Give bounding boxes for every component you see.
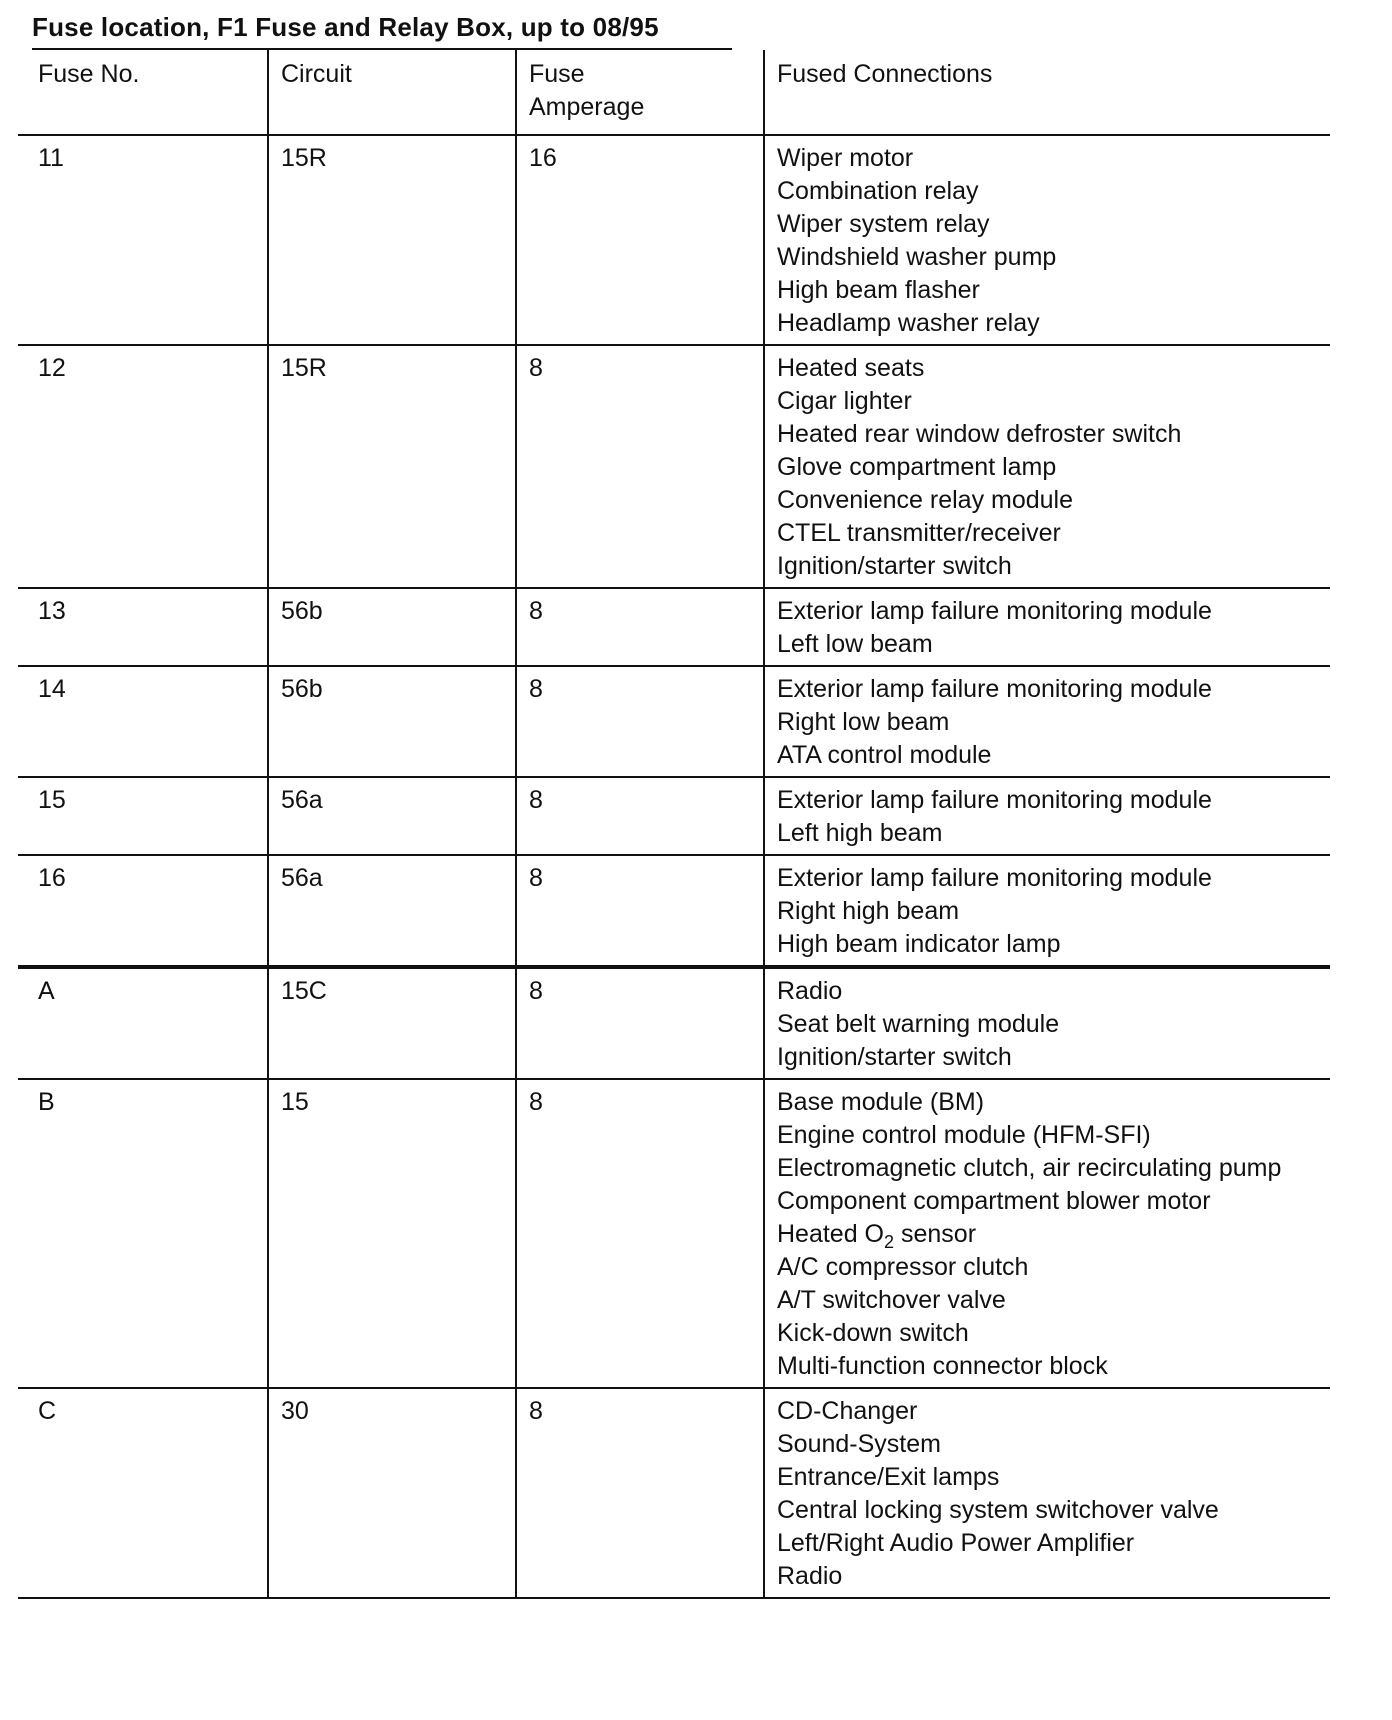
page-title: Fuse location, F1 Fuse and Relay Box, up to 08/95 <box>32 12 659 42</box>
circuit-cell-value: 56b <box>281 597 323 625</box>
fused-connection-item: Engine control module (HFM-SFI) <box>777 1121 1151 1149</box>
fused-connection-item: High beam flasher <box>777 276 980 304</box>
fused-connection-item: Cigar lighter <box>777 387 912 415</box>
circuit-cell-value: 56b <box>281 675 323 703</box>
fused-connection-item: Base module (BM) <box>777 1088 985 1116</box>
fused-connection-item: Heated seats <box>777 354 925 382</box>
fused-connection-item: Exterior lamp failure monitoring module <box>777 675 1212 703</box>
table-row <box>18 345 1330 588</box>
circuit-cell-value: 56a <box>281 864 323 892</box>
fused-connection-item: Heated $O_2$ sensor <box>777 1220 977 1252</box>
fused-connections-cell <box>764 588 1330 666</box>
fused-connection-item: Right low beam <box>777 708 950 736</box>
fuse-table <box>18 50 1330 1599</box>
fused-connection-item: Exterior lamp failure monitoring module <box>777 864 1212 892</box>
fuse-number-cell-value: B <box>38 1088 55 1116</box>
fused-connection-item: Entrance/Exit lamps <box>777 1463 1000 1491</box>
fuse-number-cell <box>18 1388 268 1598</box>
header-connections <box>764 50 1330 135</box>
amperage-cell <box>516 345 764 588</box>
fused-connection-item: Headlamp washer relay <box>777 309 1040 337</box>
fused-connection-item: Electromagnetic clutch, air recirculating pump <box>777 1154 1282 1182</box>
fused-connections-cell <box>764 135 1330 345</box>
header-fuse-no-label: Fuse No. <box>38 60 140 88</box>
circuit-cell <box>268 666 516 777</box>
fused-connection-item: Ignition/starter switch <box>777 552 1012 580</box>
fused-connection-item: Sound-System <box>777 1430 941 1458</box>
fused-connections-cell <box>764 345 1330 588</box>
amperage-cell-value: 8 <box>529 1088 543 1116</box>
circuit-cell-value: 15C <box>281 977 327 1005</box>
fused-connection-item: Radio <box>777 1562 843 1590</box>
fused-connection-item: CD-Changer <box>777 1397 918 1425</box>
fused-connection-item: A/T switchover valve <box>777 1286 1006 1314</box>
fused-connection-item: Convenience relay module <box>777 486 1074 514</box>
header-row <box>18 50 1330 135</box>
fuse-number-cell-value: C <box>38 1397 57 1425</box>
fused-connection-item: Exterior lamp failure monitoring module <box>777 786 1212 814</box>
fuse-number-cell <box>18 135 268 345</box>
circuit-cell <box>268 855 516 967</box>
fused-connection-item: ATA control module <box>777 741 992 769</box>
table-row <box>18 855 1330 967</box>
fuse-number-cell-value: 11 <box>38 144 64 172</box>
amperage-cell <box>516 855 764 967</box>
circuit-cell <box>268 135 516 345</box>
amperage-cell-value: 8 <box>529 1397 543 1425</box>
fuse-number-cell-value: 12 <box>38 354 66 382</box>
fused-connections-cell <box>764 666 1330 777</box>
amperage-cell <box>516 777 764 855</box>
amperage-cell-value: 8 <box>529 597 543 625</box>
fused-connection-item: A/C compressor clutch <box>777 1253 1029 1281</box>
table-row <box>18 588 1330 666</box>
fused-connections-cell <box>764 855 1330 967</box>
fused-connection-item: Right high beam <box>777 897 960 925</box>
fused-connection-item: Ignition/starter switch <box>777 1043 1012 1071</box>
fused-connection-item: High beam indicator lamp <box>777 930 1061 958</box>
fuse-number-cell <box>18 588 268 666</box>
table-row <box>18 1079 1330 1388</box>
fuse-number-cell-value: 16 <box>38 864 66 892</box>
circuit-cell <box>268 345 516 588</box>
circuit-cell-value: 30 <box>281 1397 309 1425</box>
fuse-number-cell <box>18 666 268 777</box>
header-fuse-no <box>18 50 268 135</box>
fuse-number-cell-value: 14 <box>38 675 66 703</box>
fuse-number-cell <box>18 1079 268 1388</box>
header-amperage-line1: Fuse <box>529 60 585 88</box>
amperage-cell <box>516 1079 764 1388</box>
amperage-cell <box>516 1388 764 1598</box>
fused-connection-item: Windshield washer pump <box>777 243 1057 271</box>
table-row <box>18 666 1330 777</box>
fused-connection-item: Multi-function connector block <box>777 1352 1108 1380</box>
amperage-cell-value: 8 <box>529 977 543 1005</box>
header-amperage-line2: Amperage <box>529 93 645 121</box>
fused-connection-item: Component compartment blower motor <box>777 1187 1211 1215</box>
fused-connection-item: Seat belt warning module <box>777 1010 1060 1038</box>
fused-connection-item: CTEL transmitter/receiver <box>777 519 1061 547</box>
amperage-cell <box>516 588 764 666</box>
fused-connection-item: Left/Right Audio Power Amplifier <box>777 1529 1135 1557</box>
header-amperage <box>516 50 764 135</box>
amperage-cell <box>516 666 764 777</box>
amperage-cell-value: 8 <box>529 354 543 382</box>
amperage-cell-value: 8 <box>529 864 543 892</box>
fused-connection-item: Left high beam <box>777 819 943 847</box>
table-row <box>18 135 1330 345</box>
circuit-cell <box>268 1079 516 1388</box>
circuit-cell-value: 15 <box>281 1088 309 1116</box>
circuit-cell <box>268 777 516 855</box>
fuse-number-cell-value: 15 <box>38 786 66 814</box>
amperage-cell-value: 16 <box>529 144 557 172</box>
table-row <box>18 777 1330 855</box>
circuit-cell <box>268 588 516 666</box>
header-circuit-label: Circuit <box>281 60 352 88</box>
table-row <box>18 1388 1330 1598</box>
circuit-cell-value: 15R <box>281 354 327 382</box>
header-connections-label: Fused Connections <box>777 60 993 88</box>
fused-connections-cell <box>764 1388 1330 1598</box>
fused-connections-cell <box>764 1079 1330 1388</box>
fused-connection-item: Combination relay <box>777 177 979 205</box>
fused-connection-item: Central locking system switchover valve <box>777 1496 1219 1524</box>
table-row <box>18 967 1330 1079</box>
circuit-cell <box>268 967 516 1079</box>
circuit-cell <box>268 1388 516 1598</box>
fused-connections-cell <box>764 967 1330 1079</box>
table-body <box>18 135 1330 1598</box>
fused-connection-item: Wiper system relay <box>777 210 990 238</box>
fuse-number-cell <box>18 345 268 588</box>
amperage-cell-value: 8 <box>529 786 543 814</box>
amperage-cell-value: 8 <box>529 675 543 703</box>
amperage-cell <box>516 967 764 1079</box>
fused-connection-item: Kick-down switch <box>777 1319 969 1347</box>
fused-connection-item: Exterior lamp failure monitoring module <box>777 597 1212 625</box>
fused-connections-cell <box>764 777 1330 855</box>
circuit-cell-value: 15R <box>281 144 327 172</box>
fuse-number-cell-value: 13 <box>38 597 66 625</box>
fused-connection-item: Wiper motor <box>777 144 914 172</box>
fused-connection-item: Glove compartment lamp <box>777 453 1057 481</box>
amperage-cell <box>516 135 764 345</box>
fused-connection-item: Left low beam <box>777 630 933 658</box>
fuse-number-cell <box>18 855 268 967</box>
fused-connection-item: Heated rear window defroster switch <box>777 420 1182 448</box>
fuse-number-cell <box>18 967 268 1079</box>
fused-connection-item: Radio <box>777 977 843 1005</box>
fuse-number-cell-value: A <box>38 977 55 1005</box>
header-circuit <box>268 50 516 135</box>
circuit-cell-value: 56a <box>281 786 323 814</box>
fuse-number-cell <box>18 777 268 855</box>
